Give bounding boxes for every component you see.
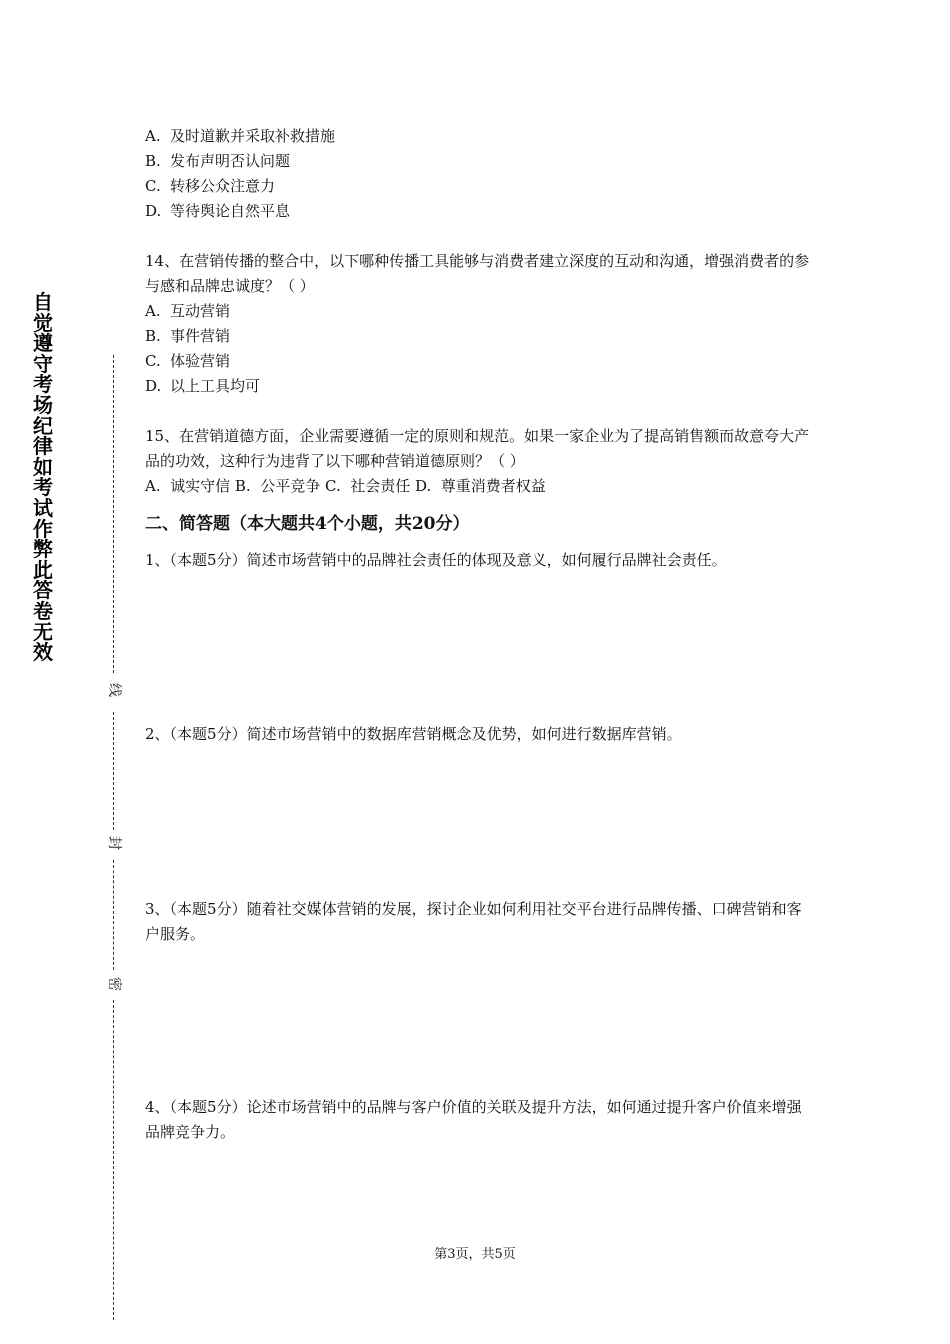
option-item: D. 等待舆论自然平息 <box>145 202 291 220</box>
spacer <box>145 224 810 249</box>
short-answer-question-2: 2、（本题5分）简述市场营销中的数据库营销概念及优势，如何进行数据库营销。 <box>145 725 682 743</box>
question-14 <box>145 249 810 399</box>
binding-line-segment <box>113 355 114 673</box>
q13-options <box>145 124 810 224</box>
page-footer: 第3页，共5页 <box>434 1247 516 1262</box>
spacer <box>145 399 810 424</box>
option-item: A. 及时道歉并采取补救措施 <box>145 127 336 145</box>
spacer <box>145 499 810 512</box>
short-answer-question-1: 1、（本题5分）简述市场营销中的品牌社会责任的体现及意义，如何履行品牌社会责任。 <box>145 551 727 569</box>
option-item: C. 转移公众注意力 <box>145 177 276 195</box>
binding-line-segment <box>113 1000 114 1320</box>
option-item: B. 发布声明否认问题 <box>145 152 291 170</box>
binding-mark-line: 线 <box>106 683 122 697</box>
option-item: C. 体验营销 <box>145 352 231 370</box>
option-item: D. 以上工具均可 <box>145 377 261 395</box>
option-item: B. 事件营销 <box>145 327 231 345</box>
exam-discipline-slogan: 自觉遵守考场纪律如考试作弊此答卷无效 <box>33 290 53 665</box>
question-stem: 15、在营销道德方面，企业需要遵循一定的原则和规范。如果一家企业为了提高销售额而故意夸大产品的功效，这种行为违背了以下哪种营销道德原则？（ ） <box>145 427 810 470</box>
binding-mark-secret: 密 <box>106 977 122 991</box>
options-inline: A. 诚实守信 B. 公平竞争 C. 社会责任 D. 尊重消费者权益 <box>145 477 546 495</box>
binding-line-segment <box>113 860 114 970</box>
section-title: 二、简答题（本大题共4个小题，共20分） <box>145 514 470 534</box>
short-answer-question-3: 3、（本题5分）随着社交媒体营销的发展，探讨企业如何利用社交平台进行品牌传播、口碑营销和客户服务。 <box>145 900 802 943</box>
short-answer-question-4: 4、（本题5分）论述市场营销中的品牌与客户价值的关联及提升方法，如何通过提升客户价值来增强品牌竞争力。 <box>145 1098 802 1141</box>
question-stem: 14、在营销传播的整合中，以下哪种传播工具能够与消费者建立深度的互动和沟通，增强消费者的参与感和品牌忠诚度？（ ） <box>145 252 810 295</box>
question-15 <box>145 424 810 499</box>
binding-mark-seal: 封 <box>106 836 122 850</box>
question-content <box>145 124 810 537</box>
option-item: A. 互动营销 <box>145 302 231 320</box>
binding-line-segment <box>113 712 114 830</box>
